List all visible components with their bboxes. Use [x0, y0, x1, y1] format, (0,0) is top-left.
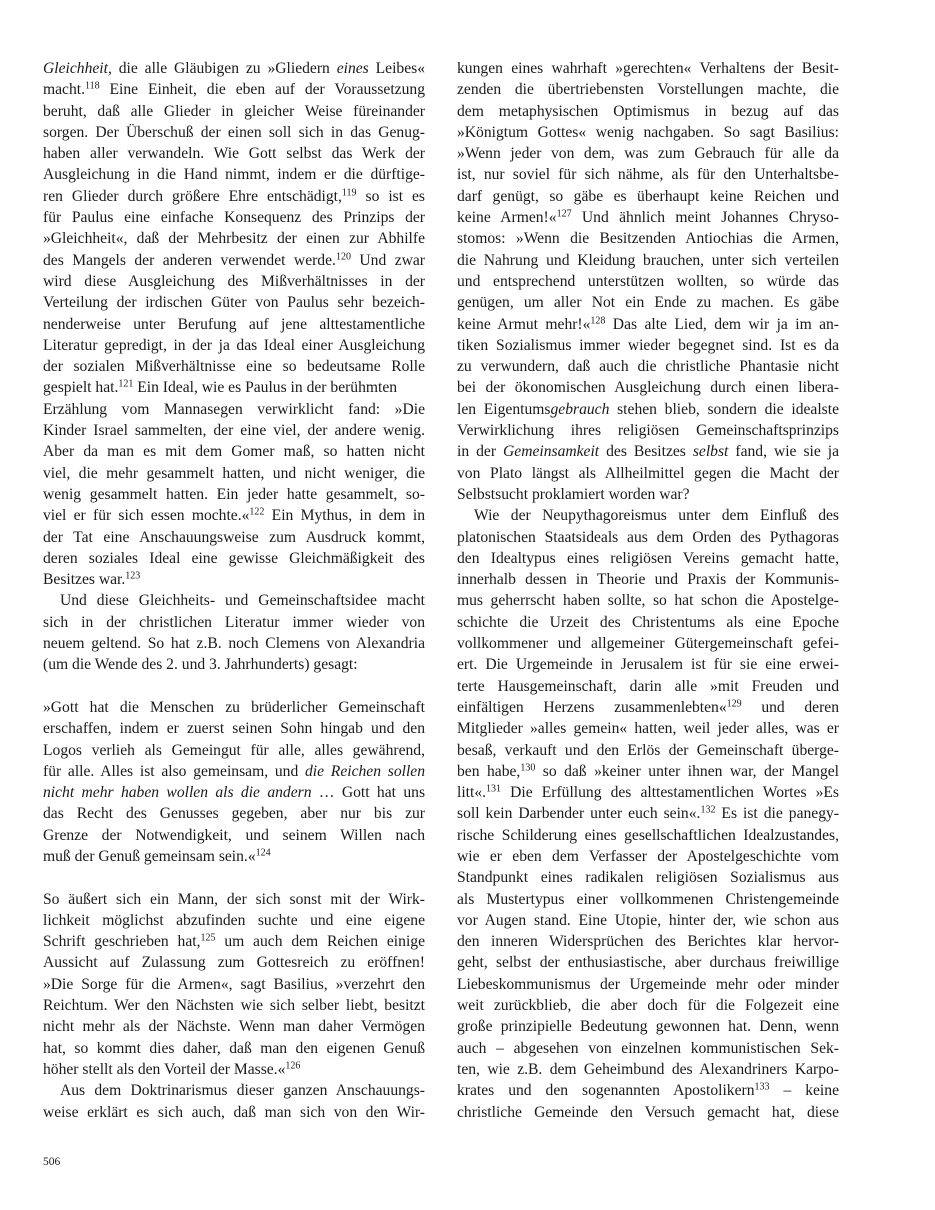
text-run: Das alte Lied, dem wir ja im an-: [605, 315, 839, 333]
text-line: [43, 697, 425, 718]
text-line: [43, 228, 425, 249]
text-run: stomos: »Wenn die Besitzenden Antiochias die Armen,: [457, 230, 839, 248]
footnote-marker: 123: [125, 570, 141, 582]
text-run: Es ist die panegy-: [715, 805, 839, 823]
text-run: kungen eines wahrhaft »gerechten« Verhaltens der Besit-: [457, 60, 839, 77]
text-line: [457, 420, 839, 441]
text-line: [43, 314, 425, 335]
text-line: [457, 186, 839, 207]
text-run: »Gott hat die Menschen zu brüderlicher Gemeinschaft: [43, 698, 425, 716]
text-line: [43, 740, 425, 761]
text-line: [457, 910, 839, 931]
text-run: »Wenn jeder von dem, was zum Gebrauch für alle da: [457, 145, 839, 163]
text-line: [43, 569, 425, 590]
text-run: Standpunkt eines radikalen religiösen Sozialismus aus: [457, 869, 839, 887]
text-run: Schrift geschrieben hat,: [43, 933, 201, 951]
text-line: [43, 79, 425, 100]
text-run: und deren: [741, 698, 839, 716]
text-run: die Nahrung und Kleidung brauchen, unter sich verteilen: [457, 251, 839, 269]
text-line: [43, 718, 425, 739]
text-line: [457, 527, 839, 548]
text-run: des Besitzes: [599, 443, 693, 461]
text-line: [457, 505, 839, 526]
text-run: Verwirklichung ihres religiösen Gemeinschaftsprinzips: [457, 422, 839, 440]
footnote-marker: 133: [754, 1081, 770, 1093]
text-line: [457, 740, 839, 761]
text-run: So äußert sich ein Mann, der sich sonst mit der Wirk-: [43, 890, 425, 908]
text-line: [457, 1016, 839, 1037]
text-run: das Recht des Genusses gegeben, aber nur bis zur: [43, 805, 425, 823]
text-line: [457, 292, 839, 313]
text-run: so daß »keiner unter ihnen war, der Mangel: [535, 762, 839, 780]
text-run: für Paulus eine einfache Konsequenz des Prinzips der: [43, 209, 425, 227]
footnote-marker: 129: [726, 698, 742, 710]
text-run: deren soziales Ideal eine gewisse Gleichmäßigkeit des: [43, 549, 425, 567]
text-run: Ein Mythus, in dem in: [264, 507, 425, 525]
text-run: Kinder Israel sammelten, der eine viel, der andere wenig.: [43, 422, 425, 440]
footnote-marker: 126: [285, 1060, 301, 1072]
text-line: [457, 484, 839, 505]
text-run: macht.: [43, 81, 85, 99]
text-run: »Die Sorge für die Armen«, sagt Basilius, »verzehrt den: [43, 975, 425, 993]
text-line: [43, 952, 425, 973]
text-run: einfältigen Herzens zusammenlebten«: [457, 698, 727, 716]
text-run: gespielt hat.: [43, 379, 119, 397]
text-line: [43, 590, 425, 611]
text-run: terte Hausgemeinschaft, darin alle »mit Freuden und: [457, 677, 839, 695]
text-run: weit zurückblieb, die aber doch für die Folgezeit eine: [457, 997, 839, 1015]
text-line: [457, 1038, 839, 1059]
text-run: Selbstsucht proklamiert worden war?: [457, 485, 690, 503]
text-line: [43, 1038, 425, 1059]
text-line: [43, 846, 425, 867]
text-run: ist, nur soviel für sich nähme, als für den Unterhaltsbe-: [457, 166, 839, 184]
text-line: [43, 250, 425, 271]
text-line: [43, 548, 425, 569]
text-line: [43, 910, 425, 931]
text-run: Leibes«: [368, 60, 425, 77]
text-line: [457, 590, 839, 611]
text-line: [43, 527, 425, 548]
text-line: [457, 207, 839, 228]
text-run: ben habe,: [457, 762, 521, 780]
text-line: [43, 612, 425, 633]
text-run: Erzählung vom Mannasegen verwirklicht fand: »Die: [43, 400, 425, 418]
text-line: [457, 612, 839, 633]
text-run: den inneren Widersprüchen des Berichtes klar hervor-: [457, 933, 839, 951]
text-line: [43, 292, 425, 313]
footnote-marker: 124: [255, 847, 271, 859]
text-line: [43, 484, 425, 505]
text-run: wird diese Ausgleichung des Mißverhältnisses in der: [43, 272, 425, 290]
text-line: [457, 825, 839, 846]
right-text-column: [457, 58, 839, 1123]
text-line: [457, 250, 839, 271]
page-number: 506: [43, 1156, 61, 1168]
text-line: [457, 101, 839, 122]
text-line: [43, 143, 425, 164]
text-line: [457, 377, 839, 398]
text-run: Die Erfüllung des alttestamentlichen Wortes »Es: [501, 784, 839, 802]
text-line: [43, 803, 425, 824]
text-line: [43, 463, 425, 484]
text-run: – keine: [769, 1082, 839, 1100]
text-run: besaß, verkauft und den Erlös der Gemeinschaft überge-: [457, 741, 839, 759]
text-run: krates und den sogenannten Apostolikern: [457, 1082, 755, 1100]
text-run: zenden die übertriebensten Vorstellungen machte, die: [457, 81, 839, 99]
text-run: lichkeit möglichst abzufinden suchte und eine eigene: [43, 911, 425, 929]
text-run: den Idealtypus eines religiösen Vereins gemacht hatte,: [457, 549, 839, 567]
text-line: [43, 399, 425, 420]
footnote-marker: 120: [335, 251, 351, 263]
text-line: [457, 995, 839, 1016]
text-line: [457, 143, 839, 164]
text-run: vollkommener und allgemeiner Gütergemeinschaft gefei-: [457, 635, 839, 653]
text-line: [457, 58, 839, 79]
text-line: [43, 58, 425, 79]
text-run: die alle Gläubigen zu »Gliedern: [111, 60, 337, 77]
text-run: der Tat eine Anschauungsweise zum Ausdruck kommt,: [43, 528, 425, 546]
footnote-marker: 127: [556, 208, 572, 220]
text-run: tiken Sozialismus immer wieder begegnet sind. Ist es da: [457, 336, 839, 354]
text-line: [43, 271, 425, 292]
footnote-marker: 122: [249, 506, 265, 518]
text-line: [43, 377, 425, 398]
text-run: »Königtum Gottes« wenig nachgaben. So sagt Basilius:: [457, 123, 839, 141]
text-run: auch – abgesehen von einzelnen kommunistischen Sek-: [457, 1039, 839, 1057]
text-line: [457, 782, 839, 803]
text-line: [43, 356, 425, 377]
text-run: schichte die Urzeit des Christentums als eine Epoche: [457, 613, 839, 631]
text-line: [457, 1102, 839, 1123]
text-run: Eine Einheit, die eben auf der Voraussetzung: [99, 81, 425, 99]
text-line: [43, 825, 425, 846]
text-run: Aus dem Doktrinarismus dieser ganzen Anschauungs-: [60, 1082, 425, 1100]
text-run: len Eigentums: [457, 400, 551, 418]
text-run: genügen, um aller Not ein Ende zu machen. Es gäbe: [457, 294, 839, 312]
text-line: [457, 697, 839, 718]
footnote-marker: 132: [700, 804, 716, 816]
text-line: [43, 505, 425, 526]
text-line: [457, 633, 839, 654]
text-run: bei der ökonomischen Ausgleichung durch einen libera-: [457, 379, 839, 397]
text-run: innerhalb dessen in Theorie und Praxis der Kommunis-: [457, 571, 839, 589]
paragraph-gap: [43, 867, 425, 888]
text-line: [457, 889, 839, 910]
text-run: Logos verlieh als Gemeingut für alle, alles gewährend,: [43, 741, 425, 759]
text-line: [43, 441, 425, 462]
text-run: Und diese Gleichheits- und Gemeinschaftsidee macht: [60, 592, 425, 610]
text-line: [457, 314, 839, 335]
paragraph-gap: [43, 676, 425, 697]
footnote-marker: 119: [341, 187, 357, 199]
text-run: große prinzipielle Bedeutung gewonnen hat. Denn, wenn: [457, 1018, 839, 1036]
text-run: und entsprechend unterstützen wollten, so würde das: [457, 272, 839, 290]
text-run: erschaffen, indem er zuerst seinen Sohn hingab und den: [43, 720, 425, 738]
left-text-column: [43, 58, 425, 1123]
text-run: Und zwar: [350, 251, 425, 269]
text-run: mus geherrscht haben sollte, so hat schon die Apostelge-: [457, 592, 839, 610]
text-run: Ausgleichung in die Hand nimmt, indem er die dürftige-: [43, 166, 425, 184]
text-run: nicht mehr als der Nächste. Wenn man daher Vermögen: [43, 1018, 425, 1036]
text-run: Ein Ideal, wie es Paulus in der berühmten: [133, 379, 398, 397]
text-run: ten, wie z.B. dem Geheimbund des Alexandriners Karpo-: [457, 1060, 839, 1078]
text-line: [43, 420, 425, 441]
text-run: viel er für sich essen mochte.«: [43, 507, 250, 525]
text-run: dem metaphysischen Optimismus in bezug auf das: [457, 102, 839, 120]
italic-text: selbst: [692, 443, 729, 461]
footnote-marker: 128: [590, 315, 606, 327]
italic-text: die Reichen sollen: [305, 762, 425, 780]
text-run: der sozialen Mißverhältnisse eine so bedeutsame Rolle: [43, 358, 425, 376]
text-line: [457, 676, 839, 697]
text-run: Grenze der Notwendigkeit, und seinem Willen nach: [43, 826, 425, 844]
text-run: Literatur gepredigt, in der ja das Ideal einer Ausgleichung: [43, 336, 425, 354]
text-line: [457, 122, 839, 143]
text-line: [457, 79, 839, 100]
italic-text: nicht mehr haben wollen als die andern: [43, 784, 312, 802]
text-run: … Gott hat uns: [311, 784, 425, 802]
text-line: [457, 974, 839, 995]
text-line: [43, 995, 425, 1016]
text-line: [457, 803, 839, 824]
text-run: so ist es: [356, 187, 425, 205]
text-run: wenig gesammelt hatten. Ein jeder hatte gesammelt, so-: [43, 485, 425, 503]
text-line: [457, 335, 839, 356]
text-run: fand, wie sie ja: [728, 443, 839, 461]
text-run: sorgen. Der Überschuß der einen soll sich in das Genug-: [43, 123, 425, 141]
text-line: [457, 846, 839, 867]
text-run: vor Augen stand. Eine Utopie, hinter der, wie schon aus: [457, 911, 839, 929]
text-run: des Mangels der anderen verwendet werde.: [43, 251, 336, 269]
text-line: [457, 931, 839, 952]
text-line: [457, 356, 839, 377]
text-line: [43, 1102, 425, 1123]
footnote-marker: 125: [200, 932, 216, 944]
text-run: Und ähnlich meint Johannes Chryso-: [571, 209, 839, 227]
text-run: viel, die mehr gesammelt hatten, und nicht weniger, die: [43, 464, 425, 482]
footnote-marker: 130: [520, 762, 536, 774]
text-line: [43, 761, 425, 782]
text-line: [457, 867, 839, 888]
italic-text: Gleichheit,: [43, 60, 112, 77]
text-run: Verteilung der irdischen Güter von Paulus sehr bezeich-: [43, 294, 425, 312]
text-line: [43, 1059, 425, 1080]
text-run: zu verwundern, daß auch die christliche Phantasie nicht: [457, 358, 839, 376]
text-line: [457, 548, 839, 569]
text-run: Mitglieder »alles gemein« hatten, weil jeder alles, was er: [457, 720, 839, 738]
text-line: [43, 186, 425, 207]
text-run: geht, selbst der enthusiastische, aber durchaus freiwillige: [457, 954, 839, 972]
italic-text: eines: [336, 60, 369, 77]
text-line: [457, 399, 839, 420]
text-run: um auch dem Reichen einige: [215, 933, 425, 951]
footnote-marker: 131: [486, 783, 502, 795]
text-line: [457, 271, 839, 292]
text-run: platonischen Staatsideals aus dem Orden des Pythagoras: [457, 528, 839, 546]
text-line: [457, 952, 839, 973]
text-line: [457, 1059, 839, 1080]
text-run: muß der Genuß gemeinsam sein.«: [43, 847, 256, 865]
italic-text: Gemeinsamkeit: [503, 443, 600, 461]
text-line: [43, 122, 425, 143]
text-run: neuem geltend. So hat z.B. noch Clemens von Alexandria: [43, 635, 425, 653]
text-run: Reichtum. Wer den Nächsten wie sich selber liebt, besitzt: [43, 997, 425, 1015]
text-run: hat, so kommt dies daher, daß man den eigenen Genuß: [43, 1039, 425, 1057]
text-run: als Mustertypus einer vollkommenen Christengemeinde: [457, 890, 839, 908]
text-line: [43, 889, 425, 910]
text-line: [457, 718, 839, 739]
text-line: [457, 654, 839, 675]
text-line: [43, 207, 425, 228]
text-run: Wie der Neupythagoreismus unter dem Einfluß des: [474, 507, 839, 525]
italic-text: gebrauch: [550, 400, 610, 418]
text-run: ert. Die Urgemeinde in Jerusalem ist für sie eine erwei-: [457, 656, 839, 674]
text-line: [43, 101, 425, 122]
text-run: Aussicht auf Zulassung zum Gottesreich zu eröffnen!: [43, 954, 425, 972]
text-run: ren Glieder durch größere Ehre entschädigt,: [43, 187, 342, 205]
text-run: christliche Gemeinde den Versuch gemacht hat, diese: [457, 1103, 839, 1121]
text-line: [457, 761, 839, 782]
text-line: [43, 335, 425, 356]
text-run: höher stellt als den Vorteil der Masse.«: [43, 1060, 286, 1078]
text-run: stehen blieb, sondern die idealste: [609, 400, 839, 418]
text-line: [457, 463, 839, 484]
text-run: beruht, daß alle Glieder in gleicher Weise füreinander: [43, 102, 425, 120]
text-run: litt«.: [457, 784, 487, 802]
text-line: [43, 633, 425, 654]
text-line: [457, 228, 839, 249]
text-run: darf genügt, so gäbe es überhaupt keine Reichen und: [457, 187, 839, 205]
text-line: [43, 974, 425, 995]
text-run: für alle. Alles ist also gemeinsam, und: [43, 762, 305, 780]
text-line: [457, 441, 839, 462]
text-line: [457, 569, 839, 590]
text-run: (um die Wende des 2. und 3. Jahrhunderts) gesagt:: [43, 656, 358, 674]
text-run: rische Schilderung eines gesellschaftlichen Idealzustandes,: [457, 826, 839, 844]
text-line: [457, 164, 839, 185]
text-run: »Gleichheit«, daß der Mehrbesitz der einen zur Abhilfe: [43, 230, 425, 248]
text-run: Aber da man es mit dem Gomer maß, so hatten nicht: [43, 443, 425, 461]
text-line: [43, 1016, 425, 1037]
text-run: weise erklärt es sich auch, daß man sich von den Wir-: [43, 1103, 425, 1121]
text-run: haben aller verwandeln. Wie Gott selbst das Werk der: [43, 145, 425, 163]
footnote-marker: 121: [118, 378, 134, 390]
text-line: [43, 654, 425, 675]
text-run: keine Armen!«: [457, 209, 557, 227]
text-run: Besitzes war.: [43, 571, 126, 589]
text-line: [43, 931, 425, 952]
text-line: [43, 164, 425, 185]
text-run: von Plato längst als Allheilmittel gegen die Macht der: [457, 464, 839, 482]
text-run: Liebeskommunismus der Urgemeinde mehr oder minder: [457, 975, 839, 993]
text-line: [43, 782, 425, 803]
text-run: sich in der christlichen Literatur immer wieder von: [43, 613, 425, 631]
text-line: [457, 1080, 839, 1101]
text-line: [43, 1080, 425, 1101]
text-run: nenderweise unter Berufung auf jene alttestamentliche: [43, 315, 425, 333]
text-run: soll kein Darbender unter euch sein«.: [457, 805, 701, 823]
text-run: in der: [457, 443, 504, 461]
text-run: wie er eben dem Verfasser der Apostelgeschichte vom: [457, 847, 839, 865]
footnote-marker: 118: [85, 80, 100, 92]
text-run: keine Armut mehr!«: [457, 315, 591, 333]
